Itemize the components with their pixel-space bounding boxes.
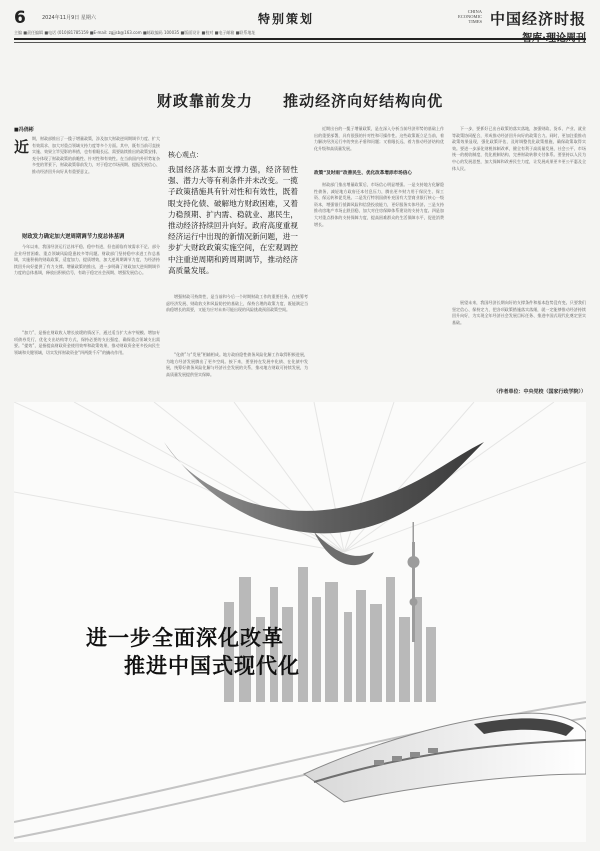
column-3-body: 财政部门推出增量政策后，市场信心明显增强。一是支持地方化解隐性债务，减轻地方政府还本付息压力，腾出更多财力用于保民生、保工资、保运转和促发展。二是发行特别国债补充国有大型商业银行核心一级资本，增强银行抵御风险和信贷投放能力，更好服务实体经济。三是支持推动房地产市场止跌回稳，加大对住房保障体系建设的支持力度。四是加大对重点群体的支持保障力度，提高困难群众的生活保障水平，促进消费增长。 xyxy=(314,182,444,227)
column-2-body-2: “化债”与“发展”相辅相成。地方政府隐性债务风险化解工作取得积极进展，为地方经济发展腾出了更多空间。接下来，要坚持在发展中化债、在化债中发展，统筹好债务风险化解与经济社会发展的关系，推动地方财政可持续发展，为高质量发展提供坚实保障。 xyxy=(166,352,308,377)
column-1-body-2: “加力”，是指在财政收入增长放缓的情况下，通过适当扩大赤字规模、增加专项债券发行、优化支出结构等方式，保持必要的支出强度，确保重点领域支出需要。“提效”，是指提高财政资金使用效率和政策效果，推动财政资金更多投向民生领域和关键领域，切实发挥财政资金“四两拨千斤”的撬动作用。 xyxy=(14,330,160,355)
column-3-subhead: 政策“及时雨”改善民生、优化改革增添市场信心 xyxy=(314,171,412,176)
logo-english: CHINA ECONOMIC TIMES xyxy=(457,9,482,24)
newspaper-logo: 中国经济时报 xyxy=(489,10,586,28)
byline: ■冯俏彬 xyxy=(14,127,34,133)
column-1-subhead: 财政发力确定加大逆周期调节力度总体基调 xyxy=(22,234,125,240)
author-credit: （作者单位：中央党校（国家行政学院）） xyxy=(493,389,586,395)
column-4-body: 下一步，要抓好已出台政策的落实落地，加强财政、货币、产业、就业等政策协同配合，形成推动经济回升向好的政策合力。同时，更加注重推动政策效果显现，强化政策评估，及时调整优化政策措施，确保政策取得实效。要进一步深化财税体制改革，健全有利于高质量发展、社会公平、市场统一的税收制度，优化税制结构，完善财政转移支付体系。要坚持以人民为中心的发展思想，加大保障和改善民生力度，让发展成果更多更公平惠及全体人民。 xyxy=(452,126,586,171)
drop-cap: 近 xyxy=(14,138,30,156)
info-bar: 主编 ■责任编辑 ■电话 (010)81785159 ■E-mail: zgjjsb@163.com ■邮政编码 100035 ■版面设计 ■校对 ■电子邮箱 ■联系地址 xyxy=(14,30,256,35)
headline-part-1: 财政靠前发力 xyxy=(156,92,253,110)
masthead-rule xyxy=(14,38,586,40)
page-number: 6 xyxy=(14,8,26,28)
column-2-body: 增强财政可持续性，是当前和今后一个时期财政工作的重要任务。在统筹考虑经济发展、财政收支和风险防控的基础上，保持合理的政策力度，既能满足当前稳增长的需要，又能为应对未来可能出现的风险挑战预留政策空间。 xyxy=(166,294,308,313)
section-title: 特别策划 xyxy=(258,12,315,26)
column-4-body-2: 展望未来，我国经济长期向好的支撑条件和基本趋势没有变。只要我们坚定信心、保持定力，把各项政策措施落实落细，就一定能够推动经济持续回升向好，为实现全年经济社会发展目标任务、推进中国式现代化奠定坚实基础。 xyxy=(452,300,586,325)
slogan-line-1: 进一步全面深化改革 xyxy=(86,625,284,650)
illustration xyxy=(14,402,586,842)
column-3-lead: 近期出台的一揽子增量政策，是在深入分析当前经济形势的基础上作出的重要部署，具有很强的针对性和可操作性。这些政策既立足当前，着力解决经济运行中的突出矛盾和问题；又着眼长远，着力推动经济结构优化升级和高质量发展。 xyxy=(314,126,444,151)
core-viewpoint-title: 核心观点： xyxy=(168,151,203,159)
core-viewpoint-text: 我国经济基本面支撑力强，经济韧性强、潜力大等有利条件并未改变。一揽子政策措施具有针对性和有效性，既着眼支持化债、破解地方财政困难，又着力稳预期、扩内需、稳就业、惠民生，推动经济持续回升向好。政府高度重视经济运行中出现的新情况新问题，进一步扩大财政政策实施空间，在宏观调控中注重逆周期和跨周期调节，推动经济高质量发展。 xyxy=(168,165,298,275)
core-viewpoint-box xyxy=(168,150,298,288)
issue-date: 2024年11月9日 星期六 xyxy=(42,15,96,21)
masthead-rule-thin xyxy=(14,42,586,43)
headline-part-2: 推动经济向好结构向优 xyxy=(283,92,444,110)
column-1-lead: 期，财政部推出了一揽子增量政策，涉及加大财政逆周期调节力度、扩大有效需求、加大对重点领域支持力度等多个方面。其中，既有当前可直接实施、效果立竿见影的举措，也有着眼长远、需要陆续推出的政策安排，充分体现了财政政策的前瞻性、针对性和有效性。在当前国内外形势复杂多变的背景下，财政政策靠前发力，对于稳定市场预期、提振发展信心、推动经济回升向好具有重要意义。 xyxy=(32,136,160,174)
ribbon-shape xyxy=(164,442,484,533)
headline xyxy=(0,90,600,111)
slogan-line-2: 推进中国式现代化 xyxy=(124,653,300,678)
high-speed-train xyxy=(304,713,586,802)
column-1-body: 今年以来，我国经济运行总体平稳、稳中有进，但也面临有效需求不足、部分企业经营困难、重点领域风险隐患较多等问题。财政部门坚持稳中求进工作总基调，实施积极的财政政策，适度加力、提质增效，加大逆周期调节力度，为经济持续回升向好提供了有力支撑。增量政策的推出，进一步明确了财政加大逆周期调节力度的总体基调，释放出积极信号，有助于稳定社会预期、增强发展信心。 xyxy=(14,244,160,276)
